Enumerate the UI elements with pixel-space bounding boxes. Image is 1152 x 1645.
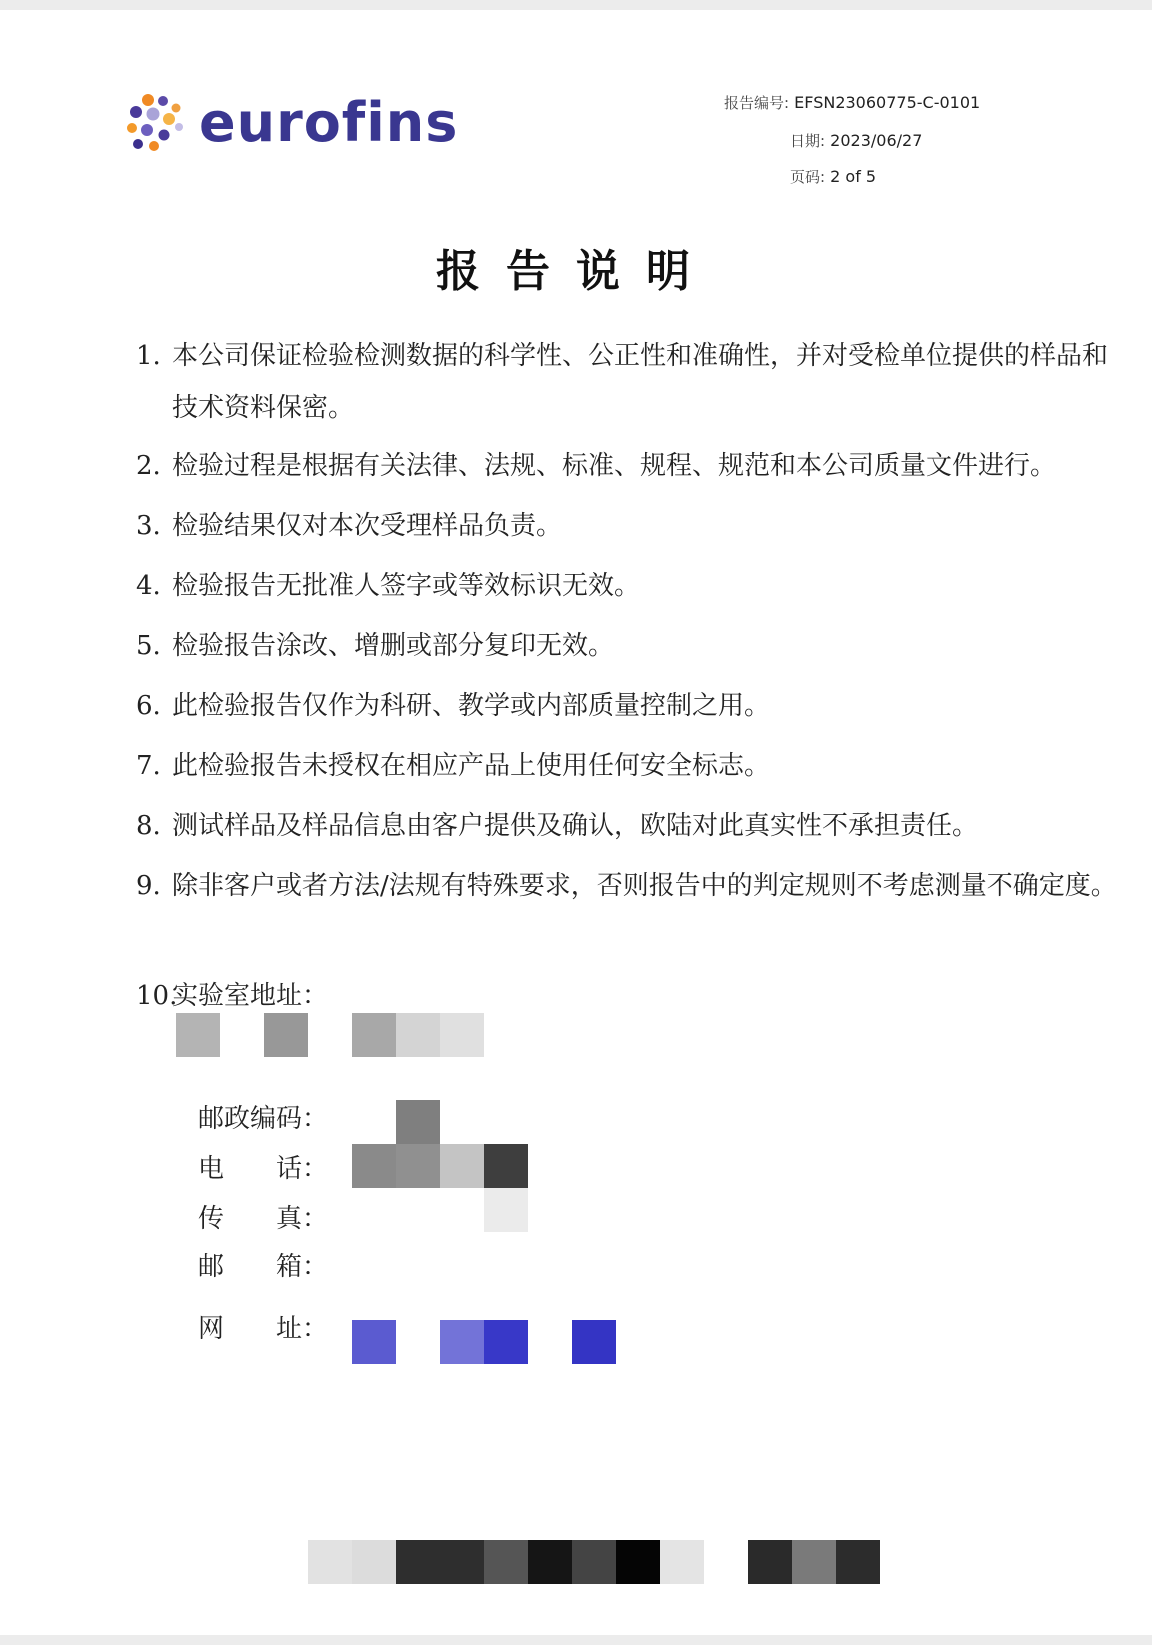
item-text: 除非客户或者方法/法规有特殊要求，否则报告中的判定规则不考虑测量不确定度。 <box>172 871 1117 901</box>
redaction-block <box>440 1013 484 1057</box>
redaction-block <box>748 1540 792 1584</box>
item-text: 检验过程是根据有关法律、法规、标准、规程、规范和本公司质量文件进行。 <box>172 451 1057 481</box>
redaction-block <box>836 1540 880 1584</box>
report-date-row <box>790 130 922 151</box>
redaction-block <box>352 1540 396 1584</box>
redaction-block <box>264 1013 308 1057</box>
redaction-block <box>440 1320 484 1364</box>
item-number: 10. <box>136 981 178 1011</box>
redaction-block <box>792 1540 836 1584</box>
eurofins-logo <box>126 88 459 158</box>
redaction-block <box>352 1320 396 1364</box>
report-page <box>0 10 1152 1635</box>
report-date-label: 日期: <box>790 132 826 150</box>
item-number: 3. <box>136 511 161 541</box>
item-number: 6. <box>136 691 161 721</box>
redaction-block <box>308 1540 352 1584</box>
page-number-label: 页码: <box>790 168 826 186</box>
page-title: 报告说明 <box>436 246 716 297</box>
item-number: 4. <box>136 571 161 601</box>
item-text: 检验结果仅对本次受理样品负责。 <box>172 511 563 541</box>
redaction-block <box>396 1013 440 1057</box>
redaction-block <box>660 1540 704 1584</box>
redaction-block <box>396 1100 440 1144</box>
page-number: 2 of 5 <box>830 167 877 186</box>
redaction-block <box>352 1013 396 1057</box>
page-number-row <box>790 166 876 187</box>
redaction-block <box>440 1144 484 1188</box>
email-label: 邮 箱： <box>198 1252 329 1282</box>
redaction-block <box>484 1144 528 1188</box>
item-number: 2. <box>136 451 161 481</box>
redaction-block <box>528 1540 572 1584</box>
phone-label: 电 话： <box>198 1154 329 1184</box>
brand-name: eurofins <box>199 91 459 154</box>
redaction-block <box>484 1320 528 1364</box>
postcode-label: 邮政编码： <box>198 1104 329 1134</box>
redaction-block <box>572 1540 616 1584</box>
item-number: 5. <box>136 631 161 661</box>
item-text: 此检验报告未授权在相应产品上使用任何安全标志。 <box>172 751 771 781</box>
item-text: 检验报告无批准人签字或等效标识无效。 <box>172 571 641 601</box>
redaction-block <box>572 1320 616 1364</box>
report-date: 2023/06/27 <box>830 131 923 150</box>
redaction-block <box>484 1540 528 1584</box>
report-number-row <box>724 92 980 113</box>
redaction-block <box>396 1540 484 1584</box>
item-number: 7. <box>136 751 161 781</box>
redaction-block <box>176 1013 220 1057</box>
redaction-block <box>352 1144 396 1188</box>
fax-label: 传 真： <box>198 1204 329 1234</box>
item-text: 测试样品及样品信息由客户提供及确认，欧陆对此真实性不承担责任。 <box>172 811 979 841</box>
redaction-block <box>396 1144 440 1188</box>
item-number: 1. <box>136 341 161 371</box>
website-label: 网 址： <box>198 1314 329 1344</box>
report-number-label: 报告编号: <box>724 94 790 112</box>
item-text: 此检验报告仅作为科研、教学或内部质量控制之用。 <box>172 691 771 721</box>
report-number: EFSN23060775-C-0101 <box>794 93 981 112</box>
item-text: 检验报告涂改、增删或部分复印无效。 <box>172 631 615 661</box>
item-text: 本公司保证检验检测数据的科学性、公正性和准确性，并对受检单位提供的样品和技术资料保密。 <box>172 341 1109 423</box>
redaction-block <box>484 1188 528 1232</box>
redaction-block <box>616 1540 660 1584</box>
item-number: 9. <box>136 871 161 901</box>
eurofins-dots-icon <box>126 92 188 154</box>
item-number: 8. <box>136 811 161 841</box>
item-text: 实验室地址： <box>172 981 329 1011</box>
